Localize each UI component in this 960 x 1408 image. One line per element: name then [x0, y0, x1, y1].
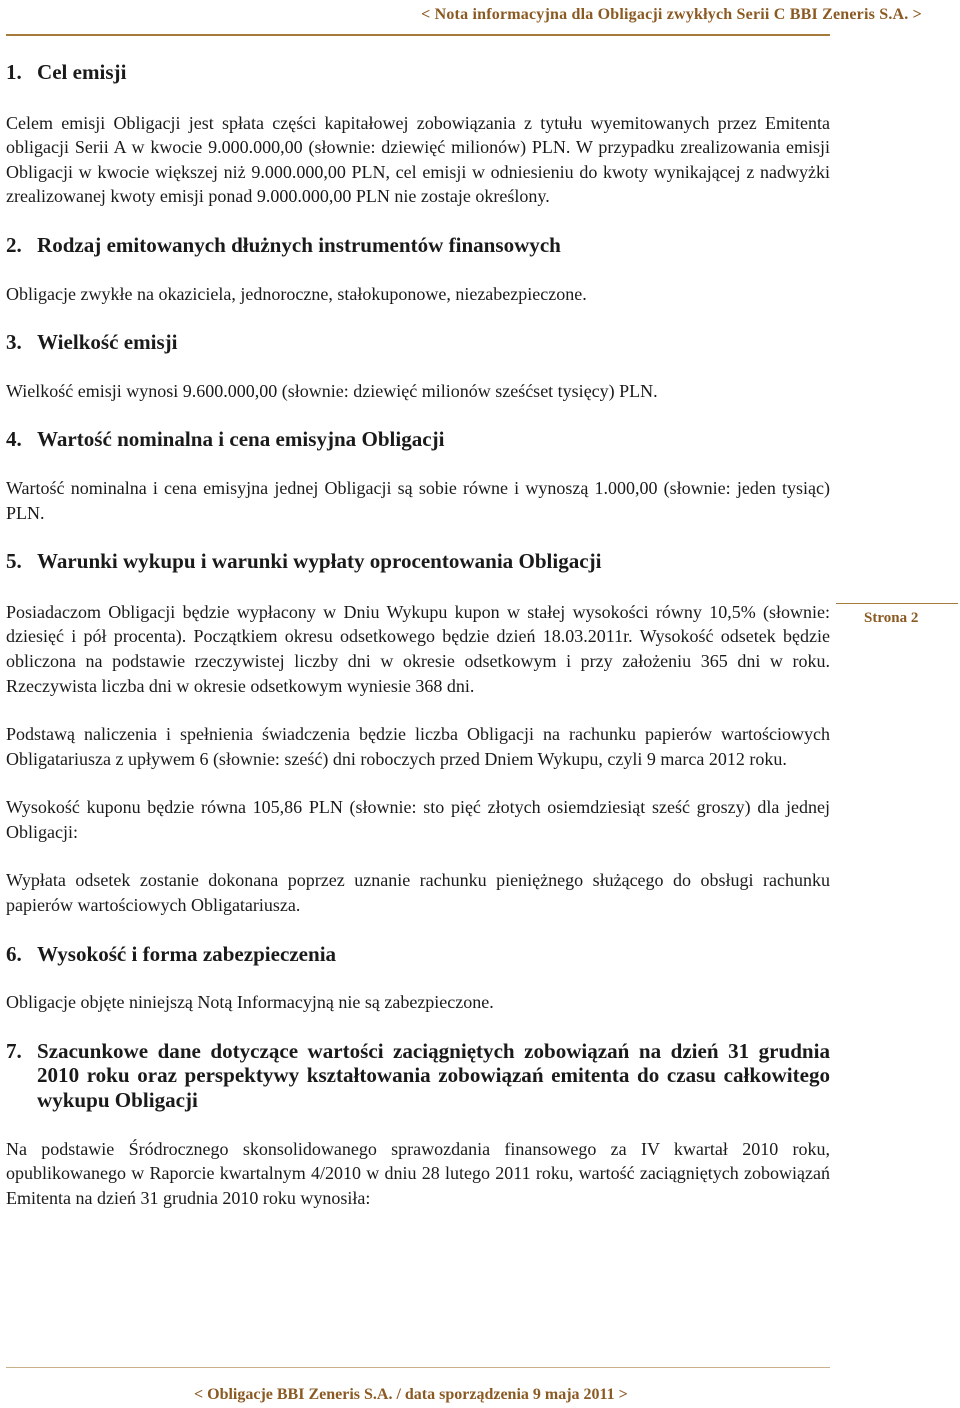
section-2-paragraph: Obligacje zwykłe na okaziciela, jednoroczne, stałokuponowe, niezabezpieczone.	[6, 283, 587, 304]
document-body	[6, 60, 830, 1210]
section-1-paragraph: Celem emisji Obligacji jest spłata części kapitałowej zobowiązania z tytułu wyemitowanych przez Emitenta obligacji Serii A w kwocie 9.000.000,00 (słownie: dziewięć milionów) PLN. W przypadku zrealizowania emisji Obligacji w kwocie większej niż 9.000.000,00 PLN, cel emisji w odniesieniu do kwoty wynikającej z nadwyżki zrealizowanej kwoty emisji ponad 9.000.000,00 PLN nie zostaje określony.	[6, 112, 830, 207]
section-number: 6.	[6, 941, 22, 966]
section-title: Cel emisji	[37, 60, 127, 84]
section-5-paragraph-basis: Podstawą naliczenia i spełnienia świadczenia będzie liczba Obligacji na rachunku papierów wartościowych Obligatariusza z upływem 6 (słownie: sześć) dni roboczych przed Dniem Wykupu, czyli 9 marca 2012 roku.	[6, 724, 830, 769]
section-number: 7.	[6, 1038, 22, 1063]
section-title: Warunki wykupu i warunki wypłaty oprocentowania Obligacji	[37, 549, 602, 574]
header-divider	[6, 34, 830, 36]
section-number: 1.	[6, 60, 22, 84]
footer-divider	[6, 1367, 830, 1368]
section-number: 5.	[6, 549, 22, 574]
section-5-paragraph-coupon: Posiadaczom Obligacji będzie wypłacony w Dniu Wykupu kupon w stałej wysokości równy 10,5% (słownie: dziesięć i pół procenta). Początkiem okresu odsetkowego będzie dzień 18.03.2011r. Wysokość odsetek będzie obliczona na podstawie rzeczywistej liczby dni w okresie odsetkowym i przy założeniu 365 dni w roku. Rzeczywista liczba dni w okresie odsetkowym wyniesie 368 dni.	[6, 601, 830, 696]
section-6-paragraph: Obligacje objęte niniejszą Notą Informacyjną nie są zabezpieczone.	[6, 992, 494, 1013]
section-4-paragraph: Wartość nominalna i cena emisyjna jednej Obligacji są sobie równe i wynoszą 1.000,00 (słownie: jeden tysiąc) PLN.	[6, 477, 830, 523]
section-5-paragraph-amount: Wysokość kuponu będzie równa 105,86 PLN (słownie: sto pięć złotych osiemdziesiąt sześć groszy) dla jednej Obligacji:	[6, 797, 830, 842]
section-5-paragraph-payment: Wypłata odsetek zostanie dokonana poprzez uznanie rachunku pieniężnego służącego do obsługi rachunku papierów wartościowych Obligatariusza.	[6, 870, 830, 916]
page-footer: < Obligacje BBI Zeneris S.A. / data sporządzenia 9 maja 2011 >	[194, 1386, 628, 1403]
section-title: Wielkość emisji	[37, 330, 178, 355]
section-5-heading	[6, 549, 830, 574]
page-number-label	[836, 603, 958, 627]
section-title: Rodzaj emitowanych dłużnych instrumentów finansowych	[37, 232, 561, 257]
section-7-heading	[6, 1039, 830, 1113]
section-2-heading	[6, 233, 830, 258]
section-7-paragraph: Na podstawie Śródrocznego skonsolidowanego sprawozdania finansowego za IV kwartał 2010 roku, opublikowanego w Raporcie kwartalnym 4/2010 w dniu 28 lutego 2011 roku, wartość zaciągniętych zobowiązań Emitenta na dzień 31 grudnia 2010 roku wynosiła:	[6, 1138, 830, 1208]
section-3-heading	[6, 330, 830, 355]
page-header: < Nota informacyjna dla Obligacji zwykłych Serii C BBI Zeneris S.A. >	[421, 6, 922, 23]
section-number: 4.	[6, 427, 22, 452]
section-3-paragraph: Wielkość emisji wynosi 9.600.000,00 (słownie: dziewięć milionów sześćset tysięcy) PLN.	[6, 380, 658, 401]
section-number: 3.	[6, 330, 22, 355]
section-1-heading	[6, 60, 830, 85]
section-title: Szacunkowe dane dotyczące wartości zaciągniętych zobowiązań na dzień 31 grudnia 2010 roku oraz perspektywy kształtowania zobowiązań emitenta do czasu całkowitego wykupu Obligacji	[37, 1038, 830, 1113]
section-number: 2.	[6, 232, 22, 257]
page-number-text: Strona 2	[864, 610, 919, 626]
section-6-heading	[6, 942, 830, 967]
section-title: Wysokość i forma zabezpieczenia	[37, 941, 337, 966]
section-4-heading	[6, 427, 830, 452]
section-title: Wartość nominalna i cena emisyjna Obligacji	[37, 427, 445, 452]
